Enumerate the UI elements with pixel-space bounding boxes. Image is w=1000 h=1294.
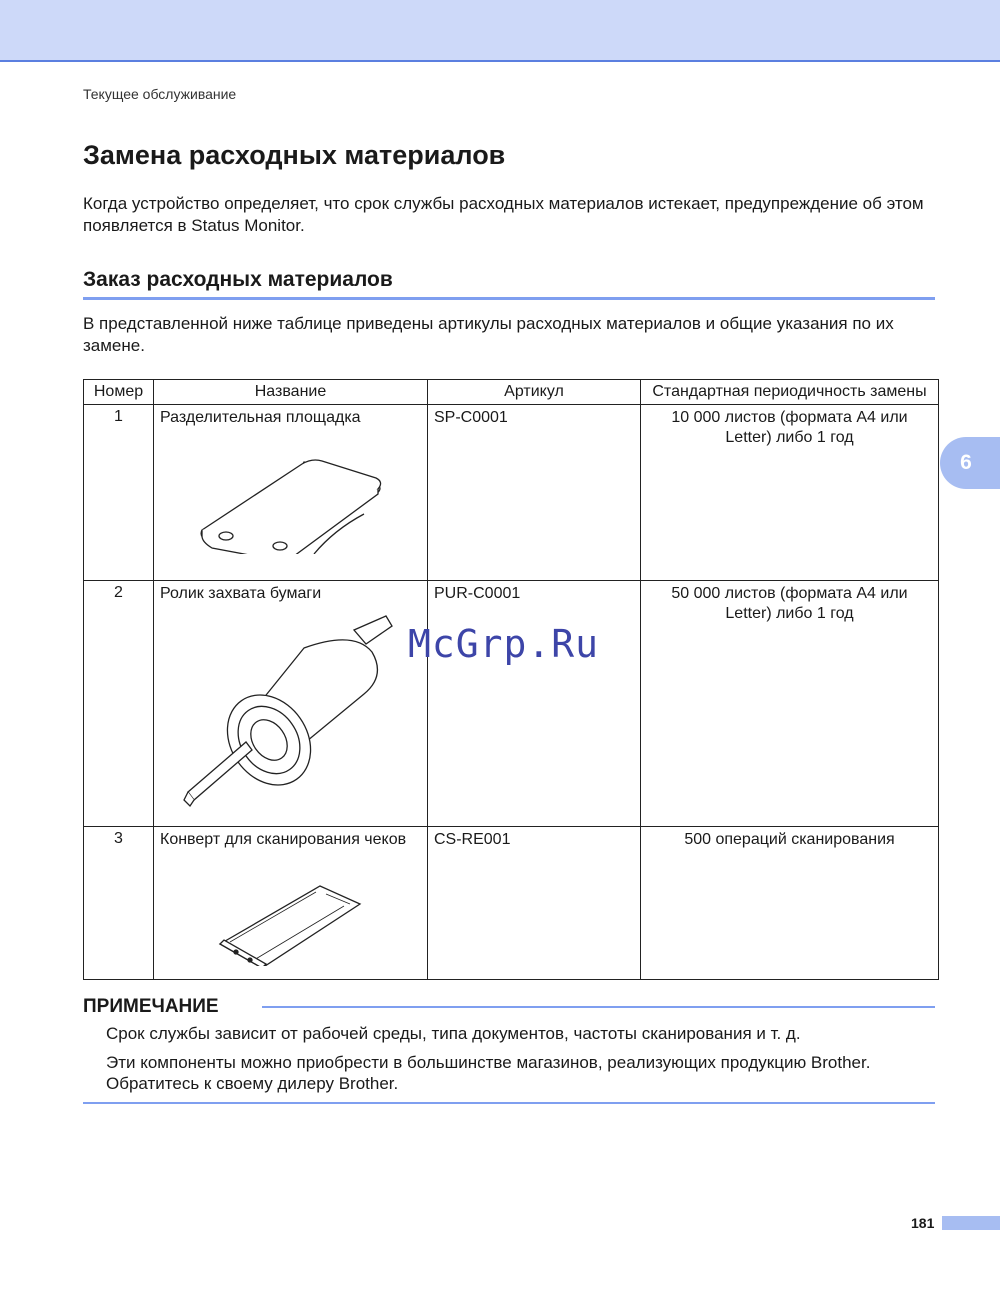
note-rule-bottom [83,1102,935,1104]
row-name: Разделительная площадка [160,409,361,426]
header-article: Артикул [428,380,641,405]
note-heading: ПРИМЕЧАНИЕ [83,996,219,1017]
row-number-cell [84,827,154,980]
row-period-cell [641,581,939,827]
page-title: Замена расходных материалов [83,140,506,170]
table-row [84,581,939,827]
row-article: SP-C0001 [434,409,508,426]
section-title: Заказ расходных материалов [83,268,393,291]
row-number-cell [84,581,154,827]
row-number: 2 [114,584,123,601]
intro-paragraph: Когда устройство определяет, что срок службы расходных материалов истекает, предупреждение об этом появляется в Status Monitor. [83,194,924,235]
row-number: 1 [114,408,123,425]
note-line: Эти компоненты можно приобрести в большинстве магазинов, реализующих продукцию Brother. Обратитесь к своему дилеру Brother. [106,1053,871,1093]
row-period: 50 000 листов (формата A4 или Letter) либо 1 год [671,585,908,622]
row-article: PUR-C0001 [434,585,521,602]
row-article: CS-RE001 [434,831,511,848]
section-description: В представленной ниже таблице приведены артикулы расходных материалов и общие указания по их замене. [83,314,894,355]
breadcrumb: Текущее обслуживание [83,86,237,102]
row-period-cell [641,827,939,980]
row-article-cell [428,827,641,980]
header-period: Стандартная периодичность замены [641,380,939,405]
table-header-row [84,380,939,405]
carrier-sleeve-illustration [154,856,424,966]
row-name: Конверт для сканирования чеков [160,831,407,848]
pick-up-roller-illustration [154,610,424,810]
separation-pad-illustration [154,434,424,554]
header-number: Номер [84,380,154,405]
note-rule-top [262,1006,935,1008]
consumables-table [83,379,939,980]
row-name-cell [154,405,428,581]
table-row [84,405,939,581]
row-period-cell [641,405,939,581]
page-number: 181 [911,1215,935,1231]
row-article-cell [428,581,641,827]
row-period: 500 операций сканирования [684,831,895,848]
table-row [84,827,939,980]
chapter-tab[interactable]: 6 [940,437,1000,489]
section-rule [83,297,935,300]
watermark: McGrp.Ru [408,622,600,666]
row-period: 10 000 листов (формата A4 или Letter) либо 1 год [671,409,908,446]
row-name-cell [154,581,428,827]
header-name: Название [154,380,428,405]
row-number-cell [84,405,154,581]
top-band [0,0,1000,62]
row-article-cell [428,405,641,581]
note-line: Срок службы зависит от рабочей среды, типа документов, частоты сканирования и т. д. [106,1024,801,1043]
page-bar [942,1216,1000,1230]
row-number: 3 [114,830,123,847]
row-name: Ролик захвата бумаги [160,585,322,602]
row-name-cell [154,827,428,980]
